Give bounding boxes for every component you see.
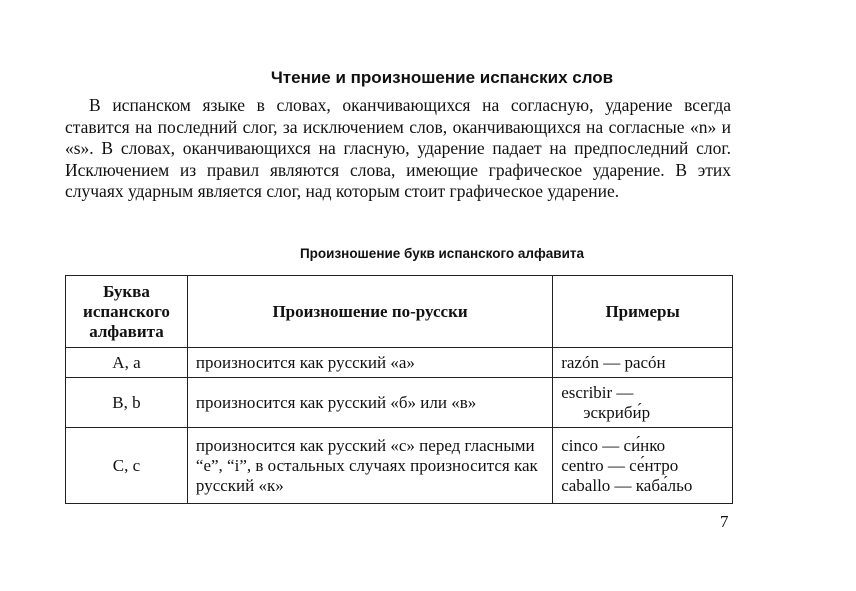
table-caption: Произношение букв испанского алфавита [299,246,585,261]
example-line: cinco — си́нко [561,435,666,455]
alphabet-table [65,275,733,504]
cell-pronunciation: произносится как русский «а» [187,348,552,378]
body-paragraph: В испанском языке в словах, оканчивающихся на согласную, ударение всегда ставится на последний слог, за исключением слов, оканчивающихся на согласные «n» и «s». В словах, оканчивающихся на гласную, ударение падает на предпоследний слог. Исключением из правил являются слова, имеющие графическое ударение. В этих случаях ударным является слог, над которым стоит графическое ударение. [65,95,731,201]
table-header-row [66,276,733,348]
cell-pronunciation: произносится как русский «б» или «в» [187,378,552,428]
cell-examples [553,428,733,504]
header-letter [66,276,188,348]
cell-letter: C, c [66,428,188,504]
example-line: razón — расóн [561,352,666,372]
cell-examples [553,378,733,428]
cell-letter: B, b [66,378,188,428]
table-row [66,348,733,378]
table-row [66,378,733,428]
cell-pronunciation: произносится как русский «с» перед гласными “е”, “i”, в остальных случаях произносится как русский «к» [187,428,552,504]
header-letter-line: алфавита [89,321,164,341]
cell-letter: A, a [66,348,188,378]
section-title: Чтение и произношение испанских слов [270,68,614,87]
example-line: centro — се́нтро [561,455,679,475]
example-line: caballo — каба́льо [561,475,693,495]
table-row [66,428,733,504]
header-letter-line: испанского [83,301,170,321]
cell-examples [553,348,733,378]
header-pronunciation: Произношение по-русски [187,276,552,348]
page-number: 7 [720,512,729,531]
example-line: эскриби́р [583,402,651,422]
header-examples: Примеры [553,276,733,348]
example-line: escribir — [561,382,634,402]
header-letter-line: Буква [103,281,150,301]
